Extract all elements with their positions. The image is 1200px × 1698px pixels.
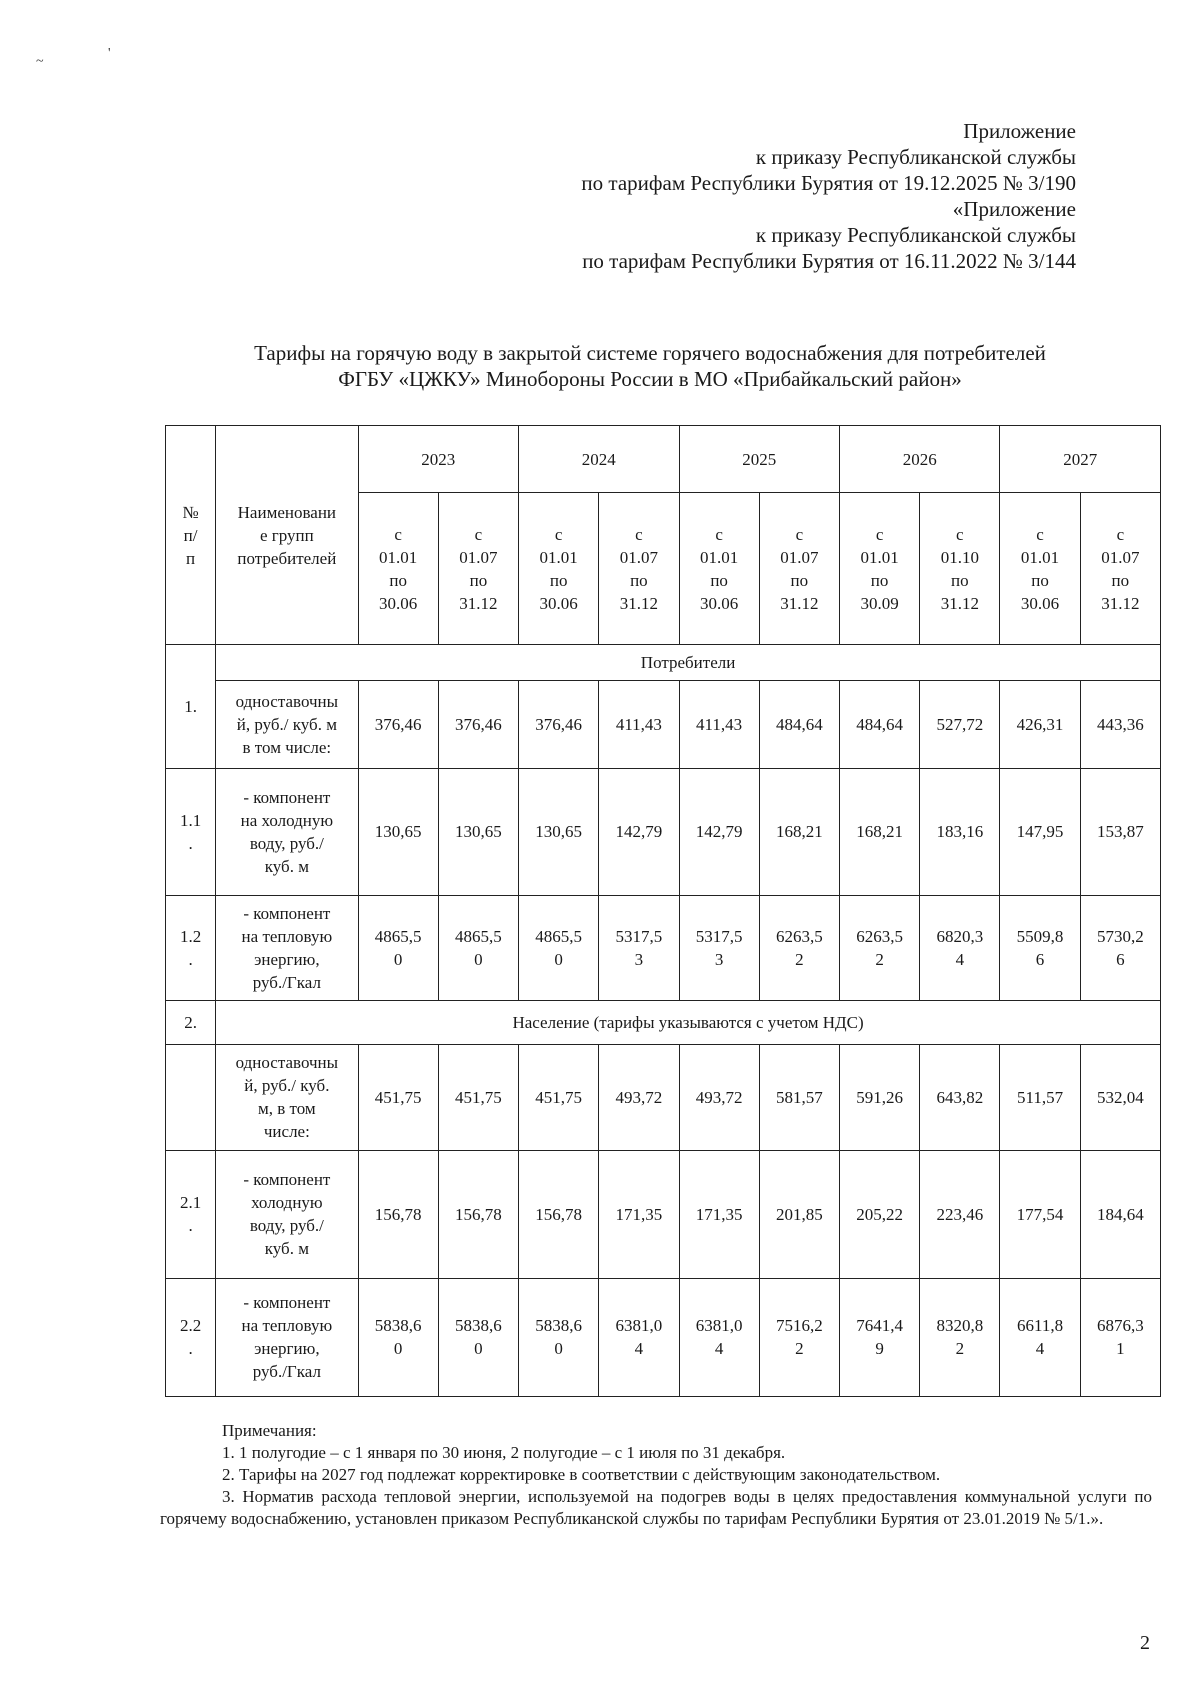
tariff-value: 184,64	[1080, 1150, 1160, 1278]
tariff-value: 6263,5 2	[839, 895, 919, 1000]
tariff-value: 4865,5 0	[438, 895, 518, 1000]
tariff-value: 426,31	[1000, 680, 1080, 768]
tariff-value: 130,65	[358, 769, 438, 895]
tariff-value: 156,78	[519, 1150, 599, 1278]
tariff-value: 171,35	[599, 1150, 679, 1278]
header-line: к приказу Республиканской службы	[755, 145, 1076, 169]
row-number-header: № п/ п	[166, 426, 216, 645]
tariff-value: 484,64	[839, 680, 919, 768]
table-row	[166, 1278, 1161, 1396]
consumer-group: - компонент на тепловую энергию, руб./Гкал	[216, 895, 358, 1000]
consumer-group: - компонент холодную воду, руб./ куб. м	[216, 1150, 358, 1278]
notes-heading: Примечания:	[222, 1421, 317, 1440]
tariff-value: 8320,8 2	[920, 1278, 1000, 1396]
period-header: с 01.07 по 31.12	[599, 493, 679, 645]
tariff-table	[165, 425, 1161, 1397]
tariff-value: 376,46	[519, 680, 599, 768]
tariff-value: 451,75	[438, 1045, 518, 1150]
header-line: по тарифам Республики Бурятия от 16.11.2022 № 3/144	[582, 249, 1076, 273]
tariff-value: 5838,6 0	[358, 1278, 438, 1396]
tariff-value: 6611,8 4	[1000, 1278, 1080, 1396]
tariff-value: 511,57	[1000, 1045, 1080, 1150]
row-number: 2.2 .	[166, 1278, 216, 1396]
tariff-value: 4865,5 0	[519, 895, 599, 1000]
section-label: Население (тарифы указываются с учетом НДС)	[216, 1000, 1161, 1044]
title-line: ФГБУ «ЦЖКУ» Минобороны России в МО «Прибайкальский район»	[338, 367, 962, 391]
period-header: с 01.01 по 30.09	[839, 493, 919, 645]
consumer-group: - компонент на холодную воду, руб./ куб. м	[216, 769, 358, 895]
tariff-value: 153,87	[1080, 769, 1160, 895]
row-number: 1.2 .	[166, 895, 216, 1000]
period-header: с 01.01 по 30.06	[358, 493, 438, 645]
consumer-group: одноставочны й, руб./ куб. м в том числе:	[216, 680, 358, 768]
tariff-value: 493,72	[679, 1045, 759, 1150]
tariff-value: 532,04	[1080, 1045, 1160, 1150]
row-number: 2.	[166, 1000, 216, 1044]
year-header: 2025	[679, 426, 839, 493]
tariff-value: 5838,6 0	[519, 1278, 599, 1396]
tariff-value: 591,26	[839, 1045, 919, 1150]
header-line: к приказу Республиканской службы	[755, 223, 1076, 247]
period-header: с 01.01 по 30.06	[519, 493, 599, 645]
scan-artifact: '	[108, 46, 111, 61]
period-header: с 01.01 по 30.06	[1000, 493, 1080, 645]
tariff-value: 7641,4 9	[839, 1278, 919, 1396]
tariff-value: 156,78	[438, 1150, 518, 1278]
tariff-value: 5838,6 0	[438, 1278, 518, 1396]
tariff-value: 376,46	[438, 680, 518, 768]
tariff-value: 5317,5 3	[599, 895, 679, 1000]
tariff-value: 5730,2 6	[1080, 895, 1160, 1000]
tariff-value: 142,79	[679, 769, 759, 895]
tariff-value: 183,16	[920, 769, 1000, 895]
tariff-value: 411,43	[679, 680, 759, 768]
header-line: Приложение	[963, 119, 1076, 143]
tariff-value: 130,65	[438, 769, 518, 895]
title-line: Тарифы на горячую воду в закрытой системе горячего водоснабжения для потребителей	[254, 341, 1046, 365]
consumer-group-header: Наименовани е групп потребителей	[216, 426, 358, 645]
year-header-row	[166, 426, 1161, 493]
tariff-value: 168,21	[759, 769, 839, 895]
tariff-value: 177,54	[1000, 1150, 1080, 1278]
period-header: с 01.07 по 31.12	[438, 493, 518, 645]
row-number: 2.1 .	[166, 1150, 216, 1278]
tariff-value: 6381,0 4	[679, 1278, 759, 1396]
scan-artifact: ~	[36, 54, 44, 69]
tariff-value: 643,82	[920, 1045, 1000, 1150]
table-row	[166, 895, 1161, 1000]
note-item: 3. Норматив расхода тепловой энергии, используемой на подогрев воды в целях предоставления коммунальной услуги по горячему водоснабжению, установлен приказом Республиканской службы по тарифам Республики Бурятия от 23.01.2019 № 5/1.».	[160, 1487, 1152, 1528]
year-header: 2027	[1000, 426, 1161, 493]
appendix-header	[581, 118, 1076, 274]
period-header: с 01.10 по 31.12	[920, 493, 1000, 645]
tariff-value: 376,46	[358, 680, 438, 768]
year-header: 2023	[358, 426, 518, 493]
tariff-value: 527,72	[920, 680, 1000, 768]
note-item: 2. Тарифы на 2027 год подлежат корректировке в соответствии с действующим законодательством.	[222, 1465, 941, 1484]
tariff-value: 451,75	[358, 1045, 438, 1150]
note-item: 1. 1 полугодие – с 1 января по 30 июня, 2 полугодие – с 1 июля по 31 декабря.	[222, 1443, 786, 1462]
tariff-value: 6381,0 4	[599, 1278, 679, 1396]
table-row	[166, 1045, 1161, 1150]
header-line: по тарифам Республики Бурятия от 19.12.2025 № 3/190	[581, 171, 1076, 195]
section-label: Потребители	[216, 645, 1161, 681]
tariff-value: 156,78	[358, 1150, 438, 1278]
period-header: с 01.07 по 31.12	[759, 493, 839, 645]
table-row	[166, 1150, 1161, 1278]
tariff-value: 201,85	[759, 1150, 839, 1278]
tariff-value: 223,46	[920, 1150, 1000, 1278]
row-number: 1.1 .	[166, 769, 216, 895]
section-row-consumers	[166, 645, 1161, 681]
year-header: 2026	[839, 426, 999, 493]
notes-section	[160, 1420, 1152, 1530]
tariff-value: 443,36	[1080, 680, 1160, 768]
consumer-group: одноставочны й, руб./ куб. м, в том числе:	[216, 1045, 358, 1150]
tariff-value: 147,95	[1000, 769, 1080, 895]
tariff-value: 5509,8 6	[1000, 895, 1080, 1000]
tariff-value: 168,21	[839, 769, 919, 895]
document-title	[160, 340, 1140, 392]
tariff-value: 484,64	[759, 680, 839, 768]
header-line: «Приложение	[952, 197, 1076, 221]
tariff-value: 581,57	[759, 1045, 839, 1150]
period-header: с 01.01 по 30.06	[679, 493, 759, 645]
row-number	[166, 1045, 216, 1150]
period-header: с 01.07 по 31.12	[1080, 493, 1160, 645]
table-row	[166, 769, 1161, 895]
tariff-value: 205,22	[839, 1150, 919, 1278]
tariff-value: 7516,2 2	[759, 1278, 839, 1396]
tariff-value: 411,43	[599, 680, 679, 768]
tariff-value: 130,65	[519, 769, 599, 895]
year-header: 2024	[519, 426, 679, 493]
row-number: 1.	[166, 645, 216, 769]
tariff-value: 451,75	[519, 1045, 599, 1150]
consumer-group: - компонент на тепловую энергию, руб./Гкал	[216, 1278, 358, 1396]
tariff-value: 171,35	[679, 1150, 759, 1278]
tariff-value: 5317,5 3	[679, 895, 759, 1000]
tariff-value: 6876,3 1	[1080, 1278, 1160, 1396]
tariff-value: 4865,5 0	[358, 895, 438, 1000]
page-number: 2	[1140, 1632, 1150, 1654]
tariff-value: 6820,3 4	[920, 895, 1000, 1000]
table-row	[166, 680, 1161, 768]
section-row-population	[166, 1000, 1161, 1044]
tariff-value: 493,72	[599, 1045, 679, 1150]
tariff-value: 6263,5 2	[759, 895, 839, 1000]
tariff-value: 142,79	[599, 769, 679, 895]
